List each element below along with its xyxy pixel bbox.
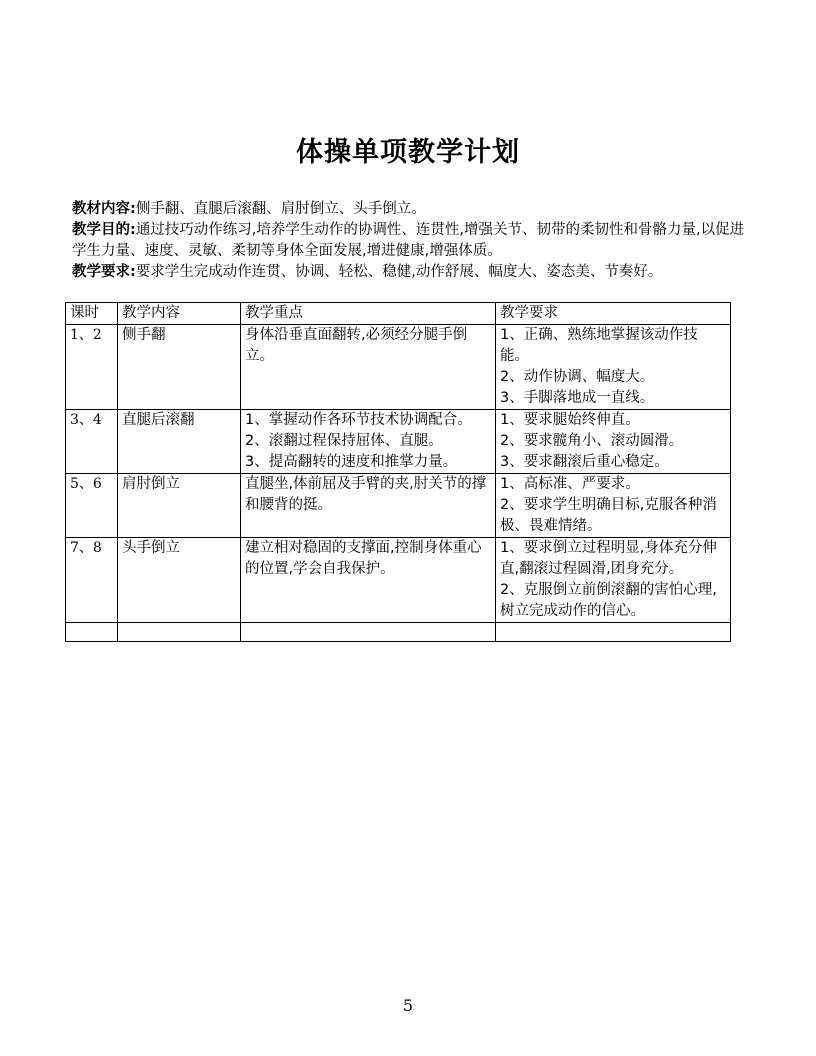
table-row — [66, 410, 731, 474]
blank-row — [66, 623, 731, 642]
purpose-label: 教学目的: — [72, 222, 136, 238]
requirement-line: 2、动作协调、幅度大。 — [500, 369, 655, 385]
page-title: 体操单项教学计划 — [296, 137, 520, 168]
table-row — [66, 474, 731, 538]
requirement-paragraph — [72, 262, 752, 283]
content-cell: 肩肘倒立 — [118, 474, 241, 538]
requirement-line: 1、要求腿始终伸直。 — [500, 412, 640, 428]
requirement-line: 2、要求髋角小、滚动圆滑。 — [500, 433, 684, 449]
requirement-line: 1、要求倒立过程明显,身体充分伸直,翻滚过程圆滑,团身充分。 — [500, 540, 717, 577]
blank-cell — [118, 623, 241, 642]
requirement-line: 2、克服倒立前倒滚翻的害怕心理,树立完成动作的信心。 — [500, 582, 717, 619]
content-cell: 头手倒立 — [118, 538, 241, 623]
focus-line: 1、掌握动作各环节技术协调配合。 — [245, 412, 472, 428]
content-label: 教材内容: — [72, 201, 136, 217]
table-row — [66, 325, 731, 410]
requirement-line: 1、正确、熟练地掌握该动作技能。 — [500, 327, 698, 364]
period-cell: 1、2 — [66, 325, 118, 410]
content-paragraph — [72, 199, 752, 220]
period-cell: 5、6 — [66, 474, 118, 538]
requirements-cell — [496, 538, 731, 623]
header-focus: 教学重点 — [241, 303, 496, 325]
focus-line: 直腿坐,体前屈及手臂的夹,肘关节的撑和腰背的挺。 — [245, 476, 487, 513]
requirement-line: 1、高标准、严要求。 — [500, 476, 640, 492]
teaching-plan-table — [65, 302, 731, 642]
requirements-cell — [496, 325, 731, 410]
focus-line: 建立相对稳固的支撑面,控制身体重心的位置,学会自我保护。 — [245, 540, 482, 577]
header-requirements: 教学要求 — [496, 303, 731, 325]
intro-section — [72, 199, 752, 283]
focus-line: 2、滚翻过程保持屈体、直腿。 — [245, 433, 443, 449]
requirement-label: 教学要求: — [72, 264, 136, 280]
focus-cell — [241, 474, 496, 538]
requirement-line: 3、要求翻滚后重心稳定。 — [500, 454, 669, 470]
focus-cell — [241, 325, 496, 410]
blank-cell — [241, 623, 496, 642]
focus-cell — [241, 538, 496, 623]
requirements-cell — [496, 474, 731, 538]
purpose-paragraph — [72, 220, 752, 262]
content-text: 侧手翻、直腿后滚翻、肩肘倒立、头手倒立。 — [135, 201, 426, 217]
header-period: 课时 — [66, 303, 118, 325]
requirements-cell — [496, 410, 731, 474]
page-number: 5 — [402, 996, 414, 1015]
requirement-text: 要求学生完成动作连贯、协调、轻松、稳健,动作舒展、幅度大、姿态美、节奏好。 — [135, 264, 663, 280]
content-cell: 侧手翻 — [118, 325, 241, 410]
blank-cell — [496, 623, 731, 642]
table-header-row — [66, 303, 731, 325]
table-row — [66, 538, 731, 623]
purpose-text: 通过技巧动作练习,培养学生动作的协调性、连贯性,增强关节、韧带的柔韧性和骨骼力量,以促进学生力量、速度、灵敏、柔韧等身体全面发展,增进健康,增强体质。 — [72, 222, 745, 259]
focus-cell — [241, 410, 496, 474]
content-cell: 直腿后滚翻 — [118, 410, 241, 474]
focus-line: 3、提高翻转的速度和推掌力量。 — [245, 454, 458, 470]
focus-line: 身体沿垂直面翻转,必须经分腿手倒立。 — [245, 327, 468, 364]
requirement-line: 2、要求学生明确目标,克服各种消极、畏难情绪。 — [500, 497, 717, 534]
header-content: 教学内容 — [118, 303, 241, 325]
period-cell: 3、4 — [66, 410, 118, 474]
period-cell: 7、8 — [66, 538, 118, 623]
requirement-line: 3、手脚落地成一直线。 — [500, 390, 655, 406]
blank-cell — [66, 623, 118, 642]
